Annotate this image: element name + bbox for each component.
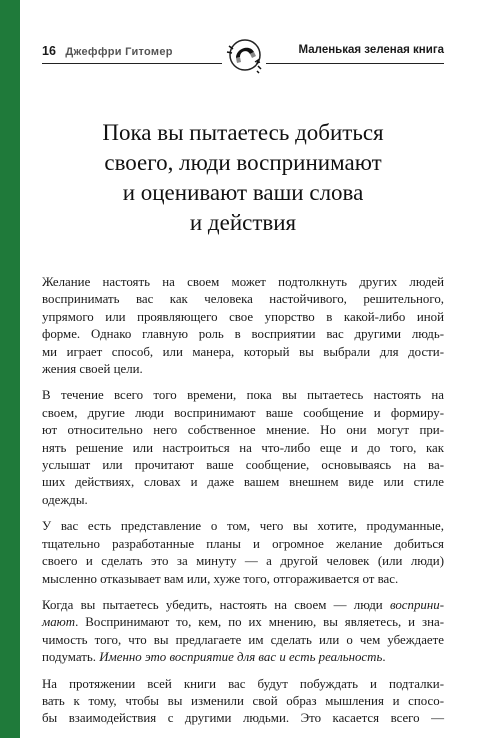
text-line: упрямого или проявляющего свое упорство в какой-либо иной [42,309,444,324]
header-rule-left [42,63,222,64]
text-line [42,597,444,614]
text-line: своего и сделать это за минуту — а другой человек (или люди) [42,554,444,569]
magnet-icon [224,36,266,74]
text-run: Когда вы пытаетесь убедить, настоять на своем — люди [42,597,390,612]
text-line: своем, другие люди воспринимают ваше сообщение и формиру- [42,405,444,420]
paragraph [42,597,444,667]
text-line: вать к тому, чтобы вы изменили свой образ мышления и спосо- [42,693,444,708]
text-line: бы взаимодействия с другими людьми. Это касается всего — [42,711,444,726]
title-line: Пока вы пытаетесь добиться [102,120,384,145]
text-run: . [382,650,386,665]
book-title: Маленькая зеленая книга [298,44,444,56]
chapter-title [42,118,444,238]
text-line: ют относительно него собственное мнение. Но они могут при- [42,423,444,438]
text-line: услышат или прочитают ваше сообщение, основываясь на ва- [42,458,444,473]
text-line [42,649,444,666]
text-line: На протяжении всей книги вас будут побуждать и подталки- [42,676,444,691]
text-run: . Воспринимают то, кем, по их мнению, вы являетесь, и зна- [75,615,444,630]
italic-run: Именно это восприятие для вас и есть реальность [99,650,383,665]
header-rule-right [266,63,444,64]
accent-bar [0,0,20,738]
header-left [42,44,173,58]
text-run: подумать. [42,650,100,665]
text-line [42,614,444,631]
paragraph [42,518,444,588]
text-line: Желание настоять на своем может подтолкнуть других людей [42,275,444,289]
text-line: воспринимать вас как человека настойчивого, решительного, [42,292,444,307]
text-line: У вас есть представление о том, чего вы хотите, продуманные, [42,519,444,534]
page-number: 16 [42,44,56,58]
title-line: и действия [189,210,297,235]
text-line: мысленно отказывает вам или, хуже того, отгораживается от вас. [42,571,399,586]
text-line: форме. Однако главную роль в восприятии вас другими людь- [42,327,444,342]
text-line: одежды. [42,492,88,507]
text-line: тщательно разработанные планы и огромное желание добиться [42,536,444,551]
title-line: и оценивают ваши слова [122,180,364,205]
italic-run: восприни- [389,597,444,612]
author-name: Джеффри Гитомер [65,46,173,58]
text-line: жения своей цели. [42,362,143,377]
text-line: ми играет способ, или манера, который вы выбрали для дости- [42,344,444,359]
paragraph [42,387,444,509]
paragraph [42,676,444,728]
text-line: нять решение или настроиться на что-либо еще и до того, как [42,440,444,455]
body-text [42,274,444,737]
text-line: ших действиях, словах и даже вашем внешнем виде или стиле [42,475,444,490]
text-line: В течение всего того времени, пока вы пытаетесь настоять на [42,388,444,403]
paragraph [42,274,444,378]
text-line: чимость того, что вы предлагаете им сделать или о чем убеждаете [42,632,444,647]
italic-run: мают [42,615,76,630]
title-line: своего, люди воспринимают [104,150,382,175]
